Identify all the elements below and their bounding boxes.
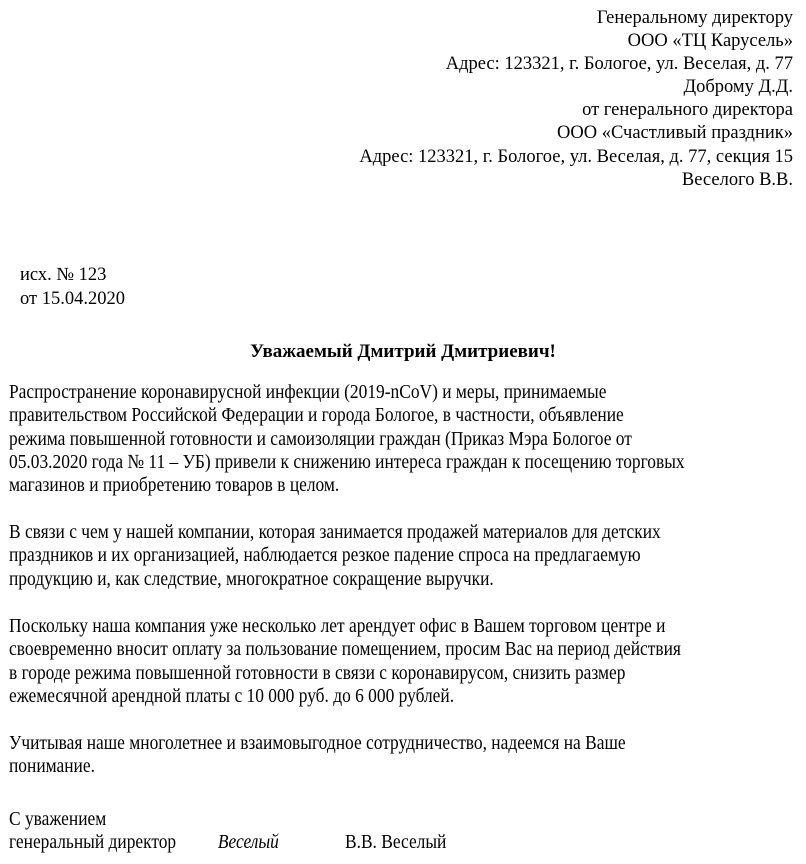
recipient-line: ООО «ТЦ Карусель» — [627, 31, 793, 52]
signature-line — [9, 831, 446, 854]
paragraph-line: понимание. — [9, 755, 95, 778]
reference-number: исх. № 123 — [20, 265, 107, 285]
recipient-line: Адрес: 123321, г. Бологое, ул. Веселая, д. 77 — [445, 54, 793, 75]
closing-regards: С уважением — [9, 808, 107, 830]
signature: Веселый — [217, 831, 279, 854]
paragraph-line: праздников и их организацией, наблюдается резкое падение спроса на предлагаемую — [9, 544, 641, 567]
paragraph-1 — [9, 381, 685, 497]
closing-block — [9, 808, 446, 855]
sender-line: ООО «Счастливый праздник» — [556, 123, 793, 144]
signer-name: В.В. Веселый — [344, 831, 447, 854]
outgoing-reference — [20, 264, 125, 311]
paragraph-2 — [9, 521, 661, 591]
paragraph-line: ежемесячной арендной платы с 10 000 руб. до 6 000 рублей. — [9, 684, 455, 707]
sender-line: от генерального директора — [582, 100, 793, 121]
addressee-block — [359, 7, 793, 192]
salutation: Уважаемый Дмитрий Дмитриевич! — [250, 341, 556, 362]
sender-line: Веселого В.В. — [681, 169, 793, 190]
paragraph-line: В связи с чем у нашей компании, которая занимается продажей материалов для детских — [9, 521, 661, 543]
sender-line: Адрес: 123321, г. Бологое, ул. Веселая, д. 77, секция 15 — [359, 146, 793, 167]
paragraph-line: магазинов и приобретению товаров в целом. — [9, 474, 340, 497]
paragraph-line: продукцию и, как следствие, многократное сокращение выручки. — [9, 567, 494, 590]
paragraph-line: Распространение коронавирусной инфекции (2019-nCoV) и меры, принимаемые — [9, 381, 607, 403]
paragraph-line: в городе режима повышенной готовности в связи с коронавирусом, снизить размер — [9, 661, 626, 684]
paragraph-line: режима повышенной готовности и самоизоляции граждан (Приказ Мэра Бологое от — [9, 427, 632, 450]
paragraph-3 — [9, 615, 681, 708]
reference-date: от 15.04.2020 — [20, 288, 125, 309]
paragraph-line: 05.03.2020 года № 11 – УБ) привели к снижению интереса граждан к посещению торговых — [9, 450, 685, 473]
paragraph-line: Учитывая наше многолетнее и взаимовыгодное сотрудничество, надеемся на Ваше — [9, 732, 626, 754]
paragraph-4 — [9, 732, 626, 779]
signer-position: генеральный директор — [9, 831, 177, 854]
paragraph-line: своевременно вносит оплату за пользование помещением, просим Вас на период действия — [9, 638, 681, 661]
paragraph-line: правительством Российской Федерации и города Бологое, в частности, объявление — [9, 404, 624, 427]
recipient-line: Генеральному директору — [596, 8, 793, 28]
paragraph-line: Поскольку наша компания уже несколько лет арендует офис в Вашем торговом центре и — [9, 615, 666, 637]
recipient-line: Доброму Д.Д. — [683, 77, 793, 98]
